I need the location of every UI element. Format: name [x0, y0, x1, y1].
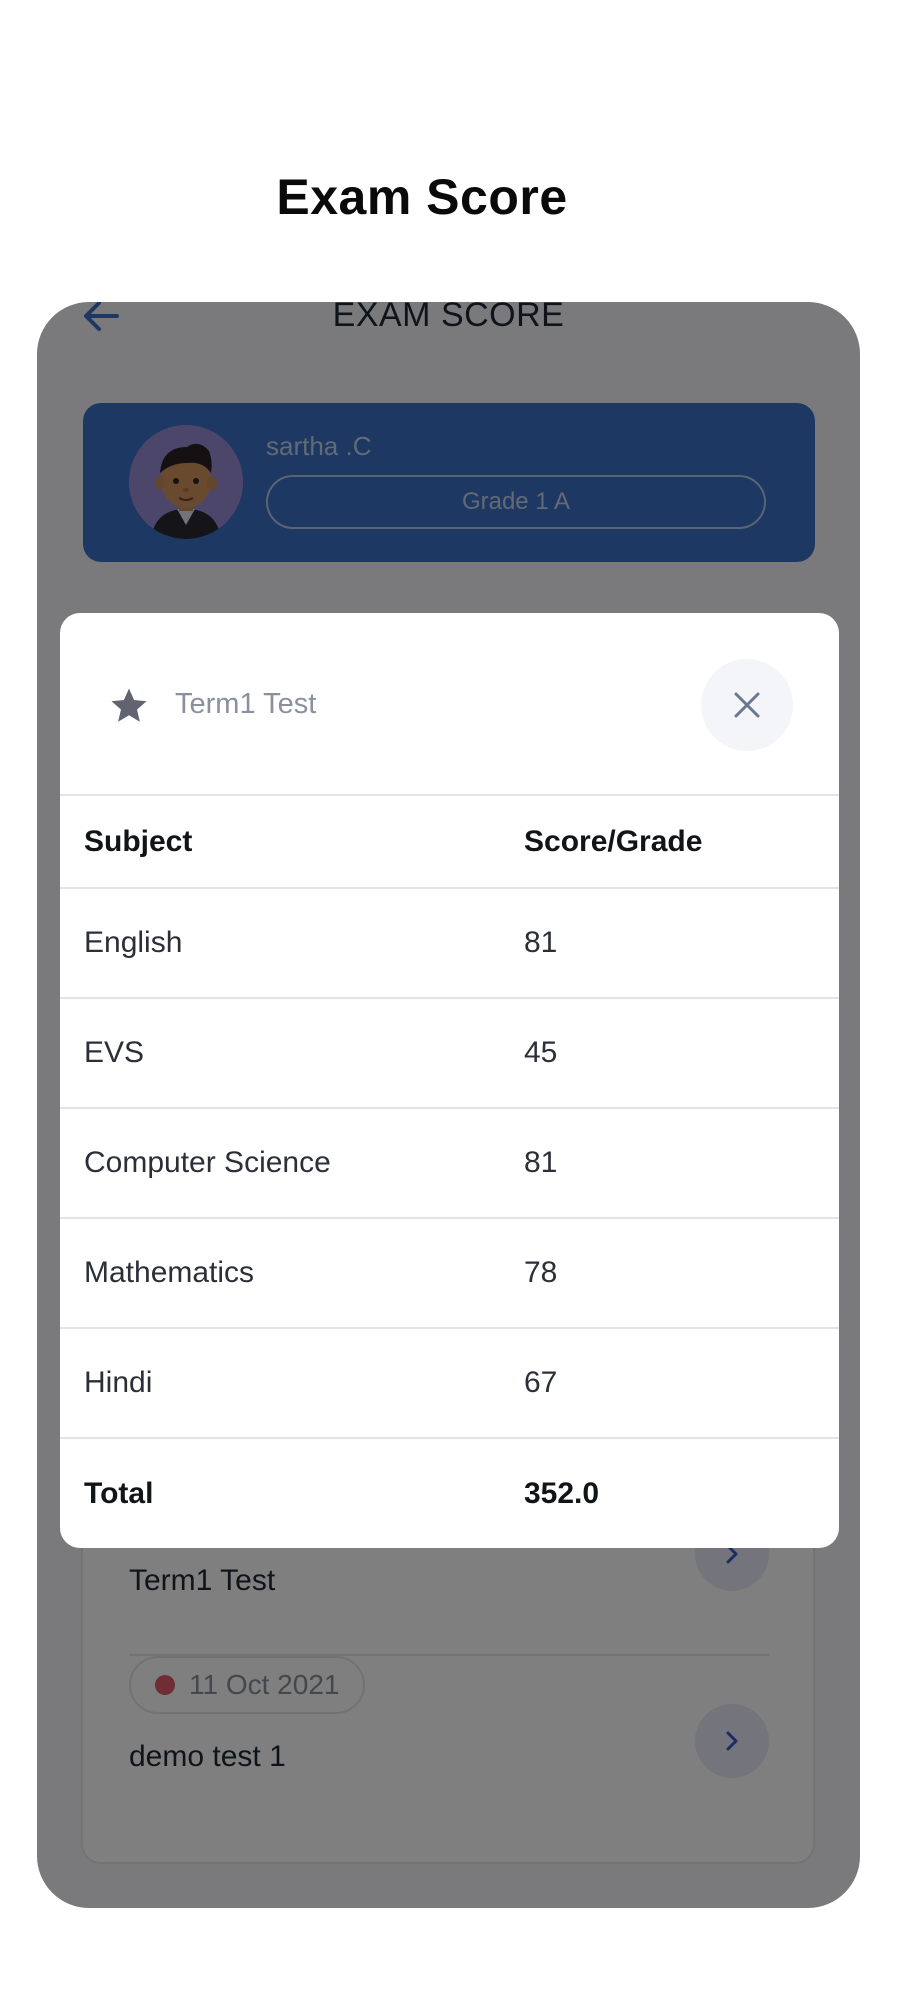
- star-icon: [108, 685, 150, 727]
- score-cell: 81: [524, 926, 558, 959]
- score-cell: 67: [524, 1366, 558, 1399]
- close-icon: [732, 690, 762, 720]
- score-modal: [60, 613, 839, 1548]
- table-header-row: [60, 796, 839, 889]
- total-label: Total: [84, 1477, 154, 1510]
- modal-header: [60, 613, 839, 796]
- table-row: [60, 1219, 839, 1329]
- table-total-row: [60, 1439, 839, 1548]
- close-button[interactable]: [701, 659, 793, 751]
- score-table: [60, 796, 839, 1548]
- subject-cell: EVS: [84, 1036, 145, 1069]
- table-row: [60, 889, 839, 999]
- table-row: [60, 1109, 839, 1219]
- score-cell: 45: [524, 1036, 558, 1069]
- page-heading: Exam Score: [276, 169, 568, 225]
- column-header-subject: Subject: [84, 824, 193, 858]
- column-header-score: Score/Grade: [524, 824, 703, 858]
- subject-cell: English: [84, 926, 183, 959]
- total-value: 352.0: [524, 1477, 600, 1510]
- modal-title: Term1 Test: [175, 688, 317, 720]
- table-row: [60, 999, 839, 1109]
- score-cell: 81: [524, 1146, 558, 1179]
- score-cell: 78: [524, 1256, 558, 1289]
- subject-cell: Computer Science: [84, 1146, 331, 1179]
- subject-cell: Mathematics: [84, 1256, 255, 1289]
- table-row: [60, 1329, 839, 1439]
- subject-cell: Hindi: [84, 1366, 153, 1399]
